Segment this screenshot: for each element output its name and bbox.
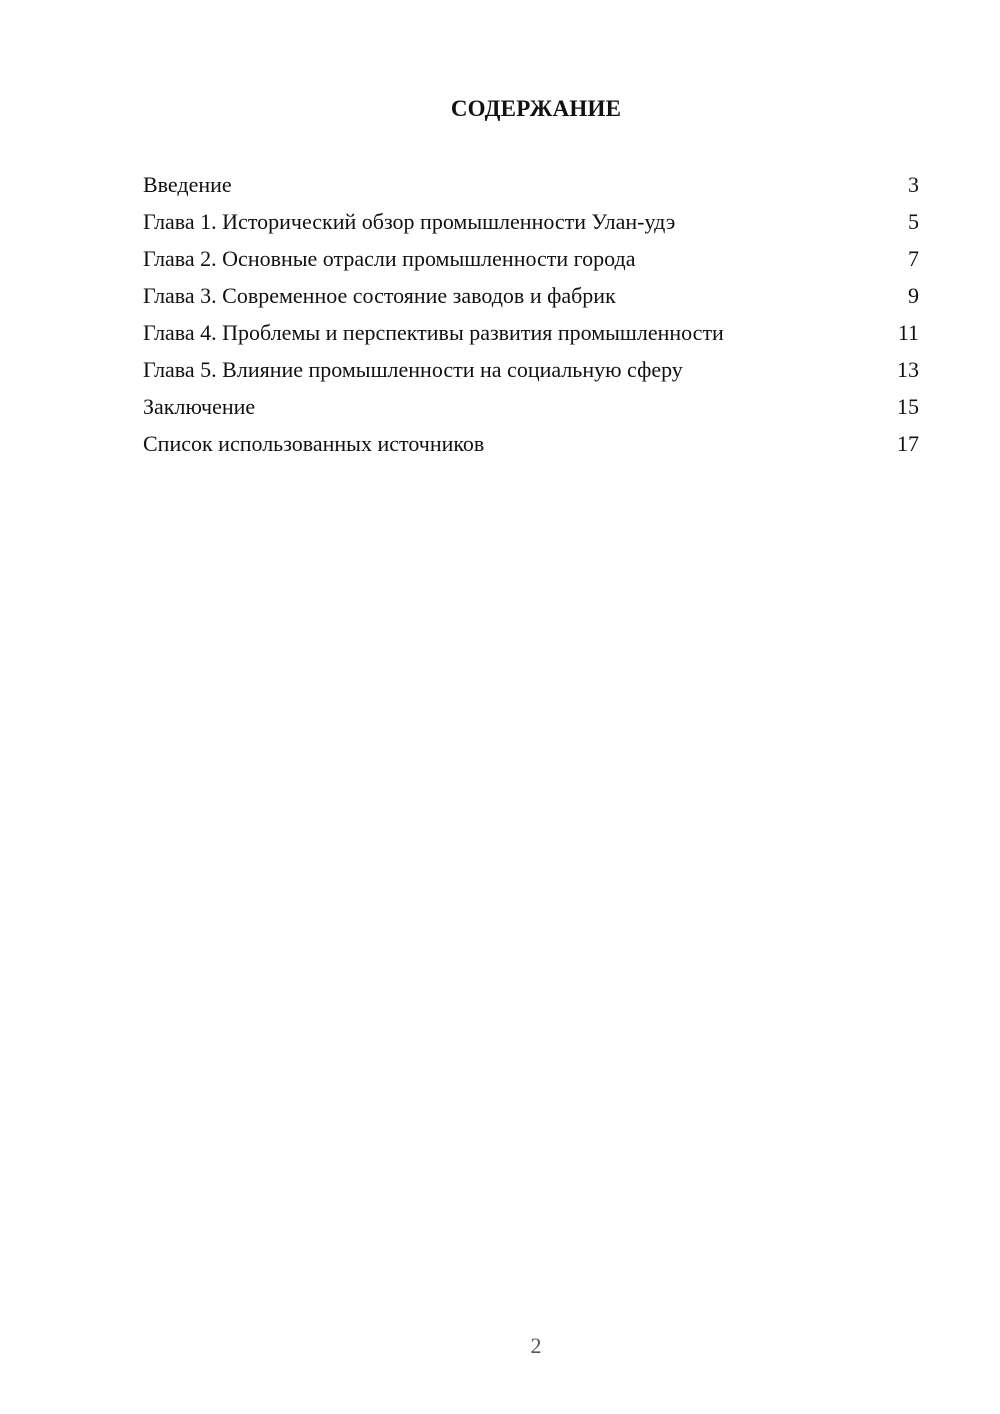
toc-entry-chapter-4[interactable] xyxy=(143,318,919,355)
toc-entry-page-number: 15 xyxy=(897,394,919,419)
toc-entry-title: Глава 2. Основные отрасли промышленности города xyxy=(143,246,636,271)
page-footer-number: 2 xyxy=(530,1333,542,1358)
toc-entry-page-number: 9 xyxy=(908,283,919,308)
toc-entry-title: Глава 5. Влияние промышленности на социальную сферу xyxy=(143,357,683,382)
toc-entry-introduction[interactable] xyxy=(143,170,919,207)
toc-entry-conclusion[interactable] xyxy=(143,392,919,429)
toc-entry-title: Глава 1. Исторический обзор промышленности Улан-удэ xyxy=(143,209,676,234)
toc-entry-chapter-3[interactable] xyxy=(143,281,919,318)
toc-entry-title: Введение xyxy=(143,172,232,197)
toc-entry-title: Заключение xyxy=(143,394,256,419)
toc-entry-title: Глава 4. Проблемы и перспективы развития промышленности xyxy=(143,320,724,345)
table-of-contents xyxy=(143,170,919,466)
toc-entry-page-number: 13 xyxy=(897,357,919,382)
toc-entry-chapter-5[interactable] xyxy=(143,355,919,392)
toc-entry-page-number: 17 xyxy=(897,431,919,456)
toc-entry-page-number: 7 xyxy=(908,246,919,271)
toc-entry-page-number: 3 xyxy=(908,172,919,197)
toc-entry-page-number: 11 xyxy=(897,320,919,345)
toc-entry-references[interactable] xyxy=(143,429,919,466)
toc-entry-title: Глава 3. Современное состояние заводов и фабрик xyxy=(143,283,616,308)
toc-entry-title: Список использованных источников xyxy=(143,431,485,456)
toc-entry-chapter-2[interactable] xyxy=(143,244,919,281)
toc-entry-page-number: 5 xyxy=(908,209,919,234)
toc-heading: СОДЕРЖАНИЕ xyxy=(450,96,622,121)
toc-entry-chapter-1[interactable] xyxy=(143,207,919,244)
